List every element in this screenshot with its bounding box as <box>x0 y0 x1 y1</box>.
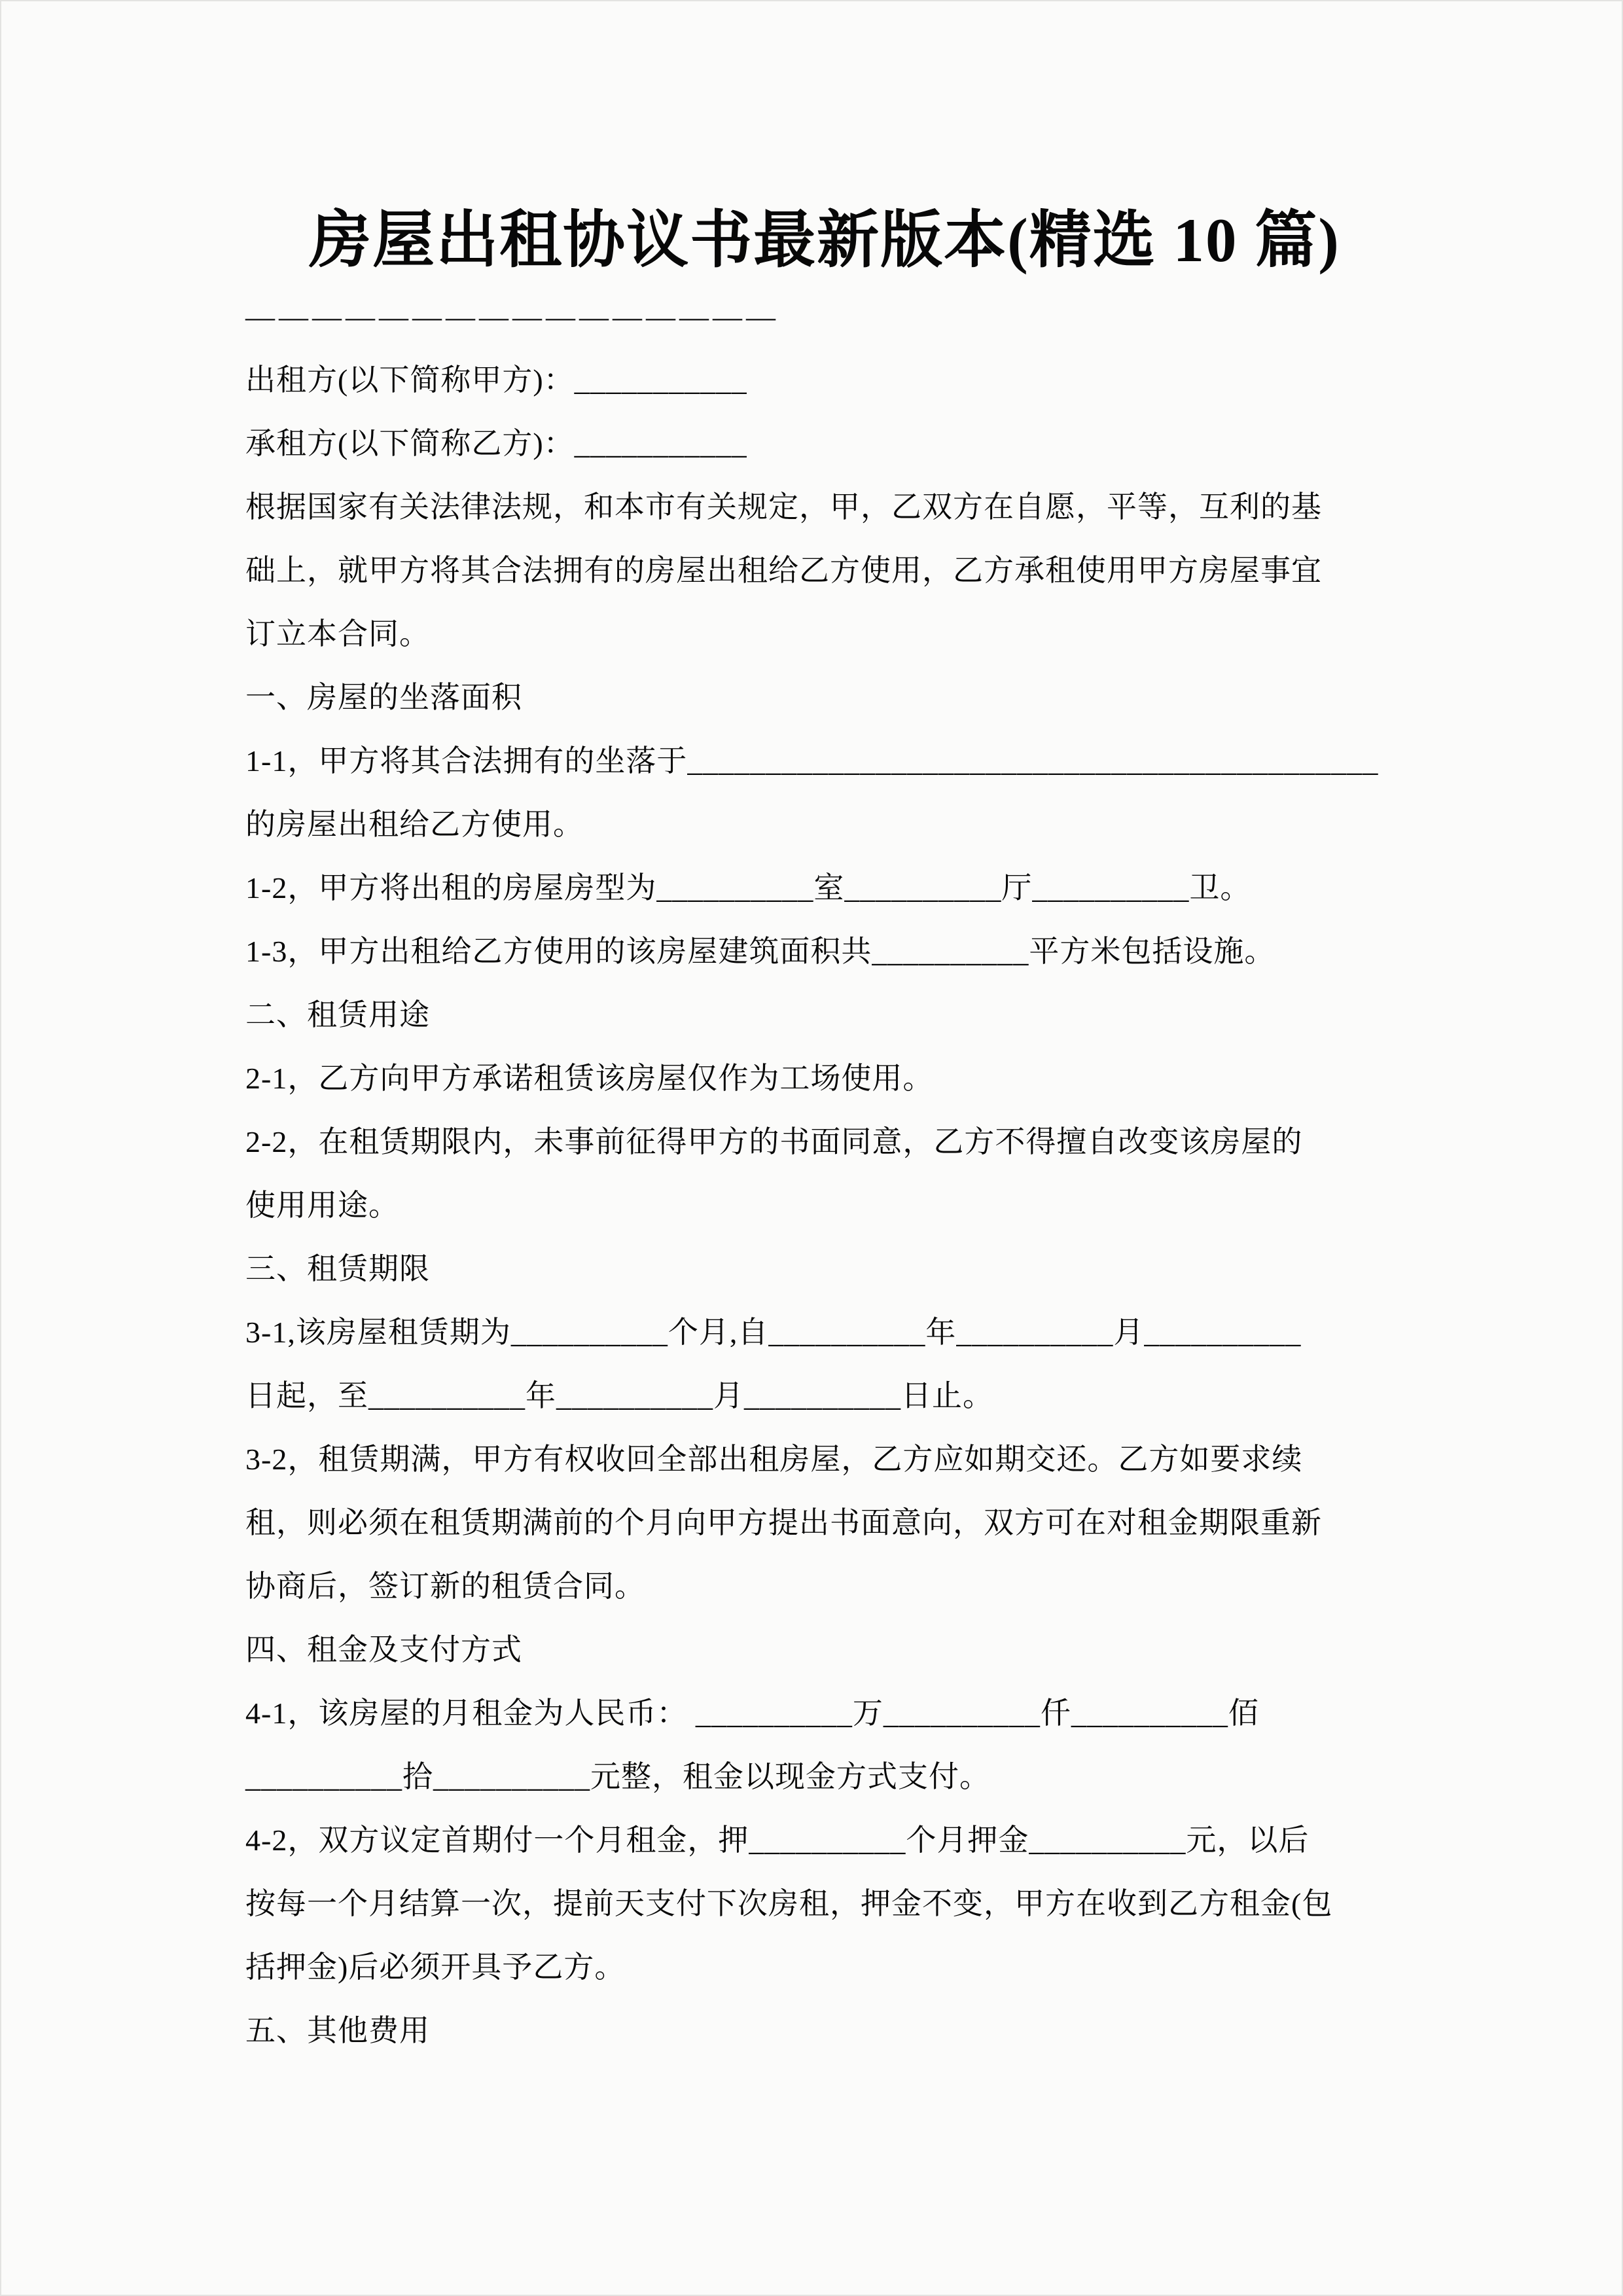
clause-4-2-line-2: 按每一个月结算一次，提前天支付下次房租，押金不变，甲方在收到乙方租金(包 <box>245 1887 1333 1920</box>
clause-3-1-line-2: 日起，至__________年__________月__________日止。 <box>245 1379 993 1412</box>
preamble-line-1: 根据国家有关法律法规，和本市有关规定，甲，乙双方在自愿，平等，互利的基 <box>245 490 1322 524</box>
section-3-heading: 三、租赁期限 <box>245 1252 430 1285</box>
section-2-heading: 二、租赁用途 <box>245 998 430 1031</box>
clause-1-1-line-2: 的房屋出租给乙方使用。 <box>245 808 584 841</box>
section-5-heading: 五、其他费用 <box>245 2014 430 2047</box>
lessor-line: 出租方(以下简称甲方)：___________ <box>245 363 747 397</box>
section-1-heading: 一、房屋的坐落面积 <box>245 681 522 714</box>
clause-3-2-line-3: 协商后，签订新的租赁合同。 <box>245 1570 645 1603</box>
clause-2-2-line-2: 使用用途。 <box>245 1189 399 1222</box>
clause-4-2-line-1: 4-2，双方议定首期付一个月租金，押__________个月押金__________元，以后 <box>245 1823 1310 1857</box>
clause-3-2-line-1: 3-2，租赁期满，甲方有权收回全部出租房屋，乙方应如期交还。乙方如要求续 <box>245 1443 1303 1476</box>
clause-2-2-line-1: 2-2，在租赁期限内，未事前征得甲方的书面同意，乙方不得擅自改变该房屋的 <box>245 1125 1303 1158</box>
clause-1-1-line-1: 1-1，甲方将其合法拥有的坐落于____________________________________________ <box>245 744 1379 778</box>
clause-3-1-line-1: 3-1,该房屋租赁期为__________个月,自__________年__________月__________ <box>245 1316 1302 1349</box>
clause-4-2-line-3: 括押金)后必须开具予乙方。 <box>245 1950 626 1984</box>
clause-3-2-line-2: 租，则必须在租赁期满前的个月向甲方提出书面意向，双方可在对租金期限重新 <box>245 1506 1322 1539</box>
document-title: 房屋出租协议书最新版本(精选 10 篇) <box>309 206 1340 275</box>
lessee-line: 承租方(以下简称乙方)：___________ <box>245 427 747 460</box>
clause-4-1-line-2: __________拾__________元整，租金以现金方式支付。 <box>245 1760 990 1793</box>
clause-2-1-line: 2-1，乙方向甲方承诺租赁该房屋仅作为工场使用。 <box>245 1062 934 1095</box>
document-body <box>245 348 1404 2062</box>
title-divider-dashes: ———————————————— <box>245 300 779 333</box>
clause-4-1-line-1: 4-1，该房屋的月租金为人民币： __________万__________仟__________佰 <box>245 1696 1259 1730</box>
clause-1-3-line: 1-3，甲方出租给乙方使用的该房屋建筑面积共__________平方米包括设施。 <box>245 935 1275 968</box>
document-content <box>245 1 1404 2062</box>
clause-1-2-line: 1-2，甲方将出租的房屋房型为__________室__________厅__________卫。 <box>245 871 1251 905</box>
section-4-heading: 四、租金及支付方式 <box>245 1633 522 1666</box>
preamble-line-2: 础上，就甲方将其合法拥有的房屋出租给乙方使用，乙方承租使用甲方房屋事宜 <box>245 554 1322 587</box>
preamble-line-3: 订立本合同。 <box>245 617 430 651</box>
